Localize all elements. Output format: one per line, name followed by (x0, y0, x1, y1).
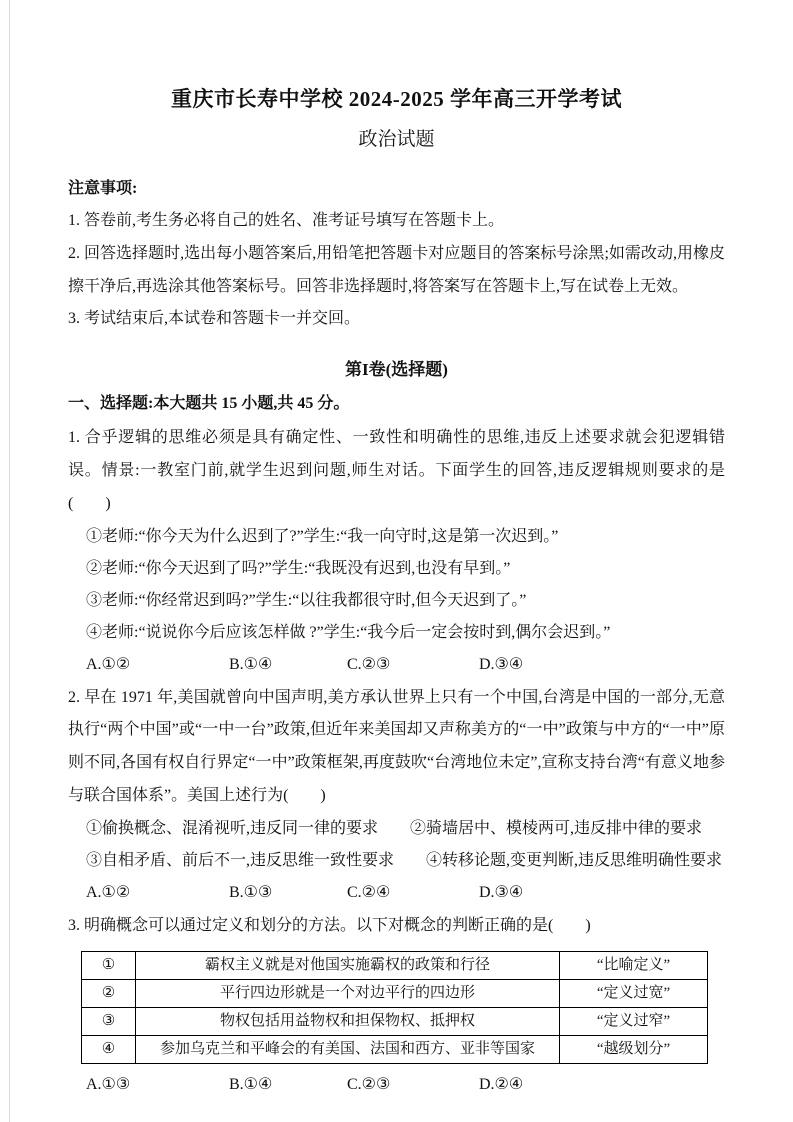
row-statement: 参加乌克兰和平峰会的有美国、法国和西方、亚非等国家 (136, 1035, 560, 1063)
question-1-choices (68, 649, 725, 681)
notice-item-3: 3. 考试结束后,本试卷和答题卡一并交回。 (68, 310, 361, 328)
notice-heading: 注意事项: (68, 179, 138, 197)
question-1 (68, 422, 725, 680)
choice-d: D.②④ (479, 1075, 524, 1093)
notice-item-2: 2. 回答选择题时,选出每小题答案后,用铅笔把答题卡对应题目的答案标号涂黑;如需改动,用橡皮擦干净后,再选涂其他答案标号。回答非选择题时,将答案写在答题卡上,写在试卷上无效。 (68, 244, 725, 295)
table-row (82, 979, 708, 1007)
choice-b: B.①④ (229, 655, 273, 673)
row-number: ② (82, 979, 136, 1007)
choice-b: B.①④ (229, 1075, 273, 1093)
table-row (82, 1007, 708, 1035)
choice-a: A.①② (86, 883, 131, 901)
row-statement: 物权包括用益物权和担保物权、抵押权 (136, 1007, 560, 1035)
choice-a: A.①② (86, 655, 131, 673)
row-judgement: “定义过宽” (560, 979, 708, 1007)
question-2-item-line-1: ①偷换概念、混淆视听,违反同一律的要求 ②骑墙居中、模棱两可,违反排中律的要求 (86, 819, 703, 837)
exam-title: 重庆市长寿中学校 2024-2025 学年高三开学考试 (171, 87, 622, 111)
row-judgement: “比喻定义” (560, 951, 708, 979)
exam-subtitle: 政治试题 (358, 129, 435, 151)
choice-b: B.①③ (229, 883, 273, 901)
question-1-item-4: ④老师:“说说你今后应该怎样做 ?”学生:“我今后一定会按时到,偶尔会迟到。” (86, 623, 611, 641)
question-2 (68, 682, 725, 909)
row-judgement: “定义过窄” (560, 1007, 708, 1035)
question-1-item-1: ①老师:“你今天为什么迟到了?”学生:“我一向守时,这是第一次迟到。” (86, 527, 559, 545)
question-3-stem: 3. 明确概念可以通过定义和划分的方法。以下对概念的判断正确的是( ) (68, 916, 591, 934)
table-row (82, 1035, 708, 1063)
table-row (82, 951, 708, 979)
page-edge-line (9, 0, 10, 1122)
question-2-stem: 2. 早在 1971 年,美国就曾向中国声明,美方承认世界上只有一个中国,台湾是中国的一部分,无意执行“两个中国”或“一中一台”政策,但近年来美国却又声称美方的“一中”政策与中方的“一中”原则不同,各国有权自行界定“一中”政策框架,再度鼓吹“台湾地位未定”,宣称支持台湾“有意义地参与联合国体系”。美国上述行为( ) (68, 688, 725, 804)
choice-c: C.②③ (347, 655, 391, 673)
question-3 (68, 910, 725, 1101)
question-2-choices (68, 877, 725, 909)
choice-c: C.②③ (347, 1075, 391, 1093)
notice-section (68, 173, 725, 336)
choice-c: C.②④ (347, 883, 391, 901)
section-title: 第I卷(选择题) (345, 360, 448, 380)
question-2-item-line-2: ③自相矛盾、前后不一,违反思维一致性要求 ④转移论题,变更判断,违反思维明确性要求 (86, 851, 723, 869)
row-statement: 霸权主义就是对他国实施霸权的政策和行径 (136, 951, 560, 979)
row-judgement: “越级划分” (560, 1035, 708, 1063)
choice-d: D.③④ (479, 655, 524, 673)
question-1-item-3: ③老师:“你经常迟到吗?”学生:“以往我都很守时,但今天迟到了。” (86, 591, 527, 609)
choice-d: D.③④ (479, 883, 524, 901)
row-number: ③ (82, 1007, 136, 1035)
question-3-choices (68, 1069, 725, 1101)
row-statement: 平行四边形就是一个对边平行的四边形 (136, 979, 560, 1007)
question-1-item-2: ②老师:“你今天迟到了吗?”学生:“我既没有迟到,也没有早到。” (86, 559, 511, 577)
notice-item-1: 1. 答卷前,考生务必将自己的姓名、准考证号填写在答题卡上。 (68, 211, 505, 229)
row-number: ① (82, 951, 136, 979)
choice-a: A.①③ (86, 1075, 131, 1093)
part-heading: 一、选择题:本大题共 15 小题,共 45 分。 (68, 395, 350, 413)
question-3-table (81, 951, 708, 1064)
question-1-stem: 1. 合乎逻辑的思维必须是具有确定性、一致性和明确性的思维,违反上述要求就会犯逻辑错误。情景:一教室门前,就学生迟到问题,师生对话。下面学生的回答,违反逻辑规则要求的是( ) (68, 429, 725, 512)
row-number: ④ (82, 1035, 136, 1063)
